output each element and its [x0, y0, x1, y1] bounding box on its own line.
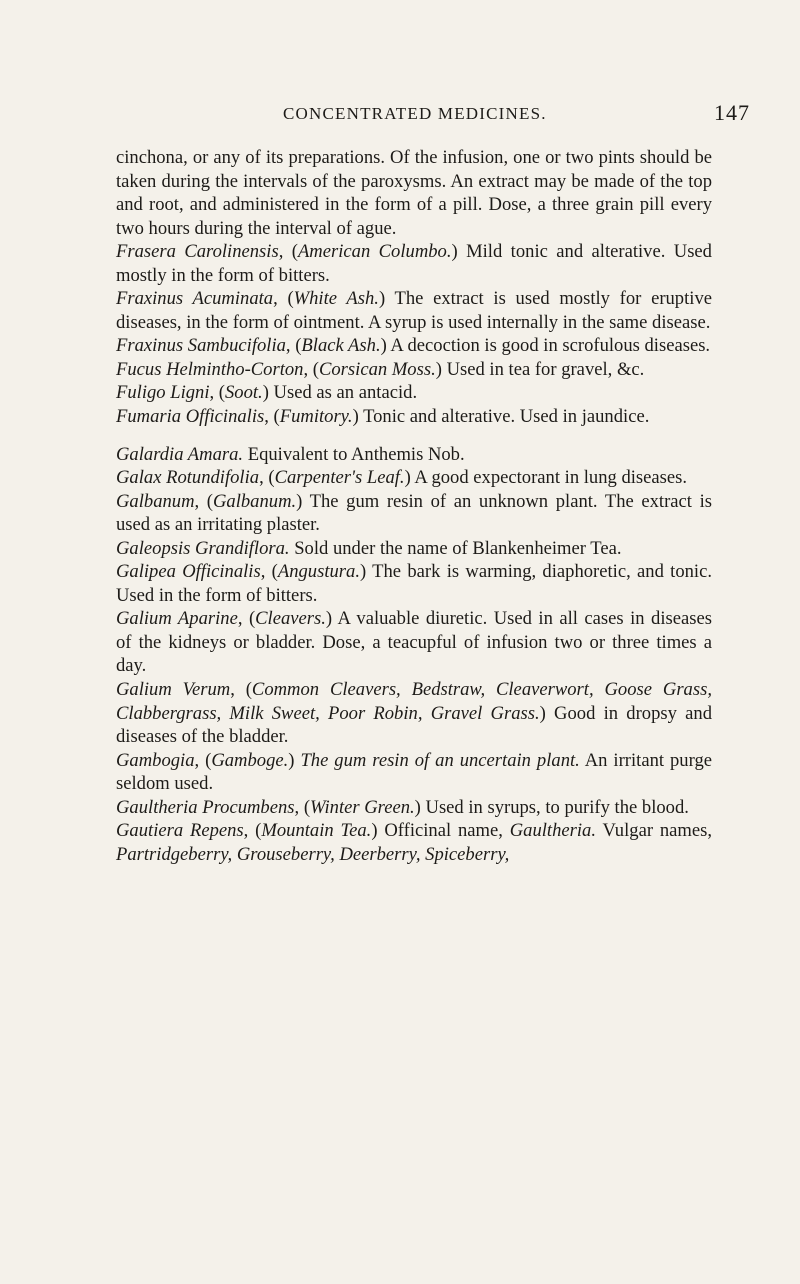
text-run: , (: [260, 561, 278, 583]
italic-text: Corsican Moss.: [318, 358, 436, 380]
text-run: , (: [264, 406, 280, 428]
text-run: ) The gum resin of an unknown plant. The extract is used as an irritating plaster.: [116, 490, 712, 536]
text-run: , (: [194, 490, 213, 512]
text-run: ) Used in tea for gravel, &c.: [435, 358, 645, 380]
text-run: , (: [273, 288, 294, 310]
italic-text: Gamboge.: [211, 749, 289, 771]
dictionary-entry: [116, 287, 712, 334]
dictionary-entry: [116, 381, 712, 405]
italic-text: Fucus Helmintho-Corton: [116, 358, 304, 380]
dictionary-entry: [116, 358, 712, 382]
text-run: Equivalent to Anthemis Nob.: [243, 443, 465, 465]
italic-text: Angustura.: [277, 561, 360, 583]
dictionary-entry: [116, 796, 712, 820]
italic-text: Frasera Carolinensis: [116, 241, 279, 263]
italic-text: Galax Rotundifolia: [116, 467, 260, 489]
text-run: Sold under the name of Blankenheimer Tea.: [289, 537, 622, 559]
page-number: 147: [714, 100, 750, 125]
running-title: CONCENTRATED MEDICINES.: [283, 104, 547, 123]
italic-text: Galium Aparine: [116, 608, 238, 630]
text-run: , (: [285, 335, 302, 357]
italic-text: Galardia Amara.: [116, 443, 244, 465]
body-text: [116, 146, 712, 866]
page-header: [0, 100, 800, 134]
text-run: ) The extract is used mostly for eruptive diseases, in the form of ointment. A syrup is used internally in the same disease.: [116, 288, 712, 333]
text-run: ) Good in dropsy and diseases of the bladder.: [116, 702, 712, 748]
italic-text: Gaultheria Procumbens: [116, 796, 295, 818]
dictionary-entry: [116, 678, 712, 749]
dictionary-entry: [116, 443, 712, 467]
italic-text: Galium Verum: [116, 679, 231, 701]
dictionary-entry: [116, 607, 712, 678]
dictionary-entry: [116, 819, 712, 866]
dictionary-entry: [116, 537, 712, 561]
text-run: , (: [243, 820, 262, 842]
text-run: ) Tonic and alterative. Used in jaundice.: [352, 406, 650, 428]
italic-text: Galeopsis Grandiflora.: [116, 537, 290, 559]
italic-text: Gautiera Repens: [116, 820, 244, 842]
text-run: , (: [303, 358, 319, 380]
text-run: ) A valuable diuretic. Used in all cases in diseases of the kidneys or bladder. Dose, a teacupful of infusion two or three times a day.: [116, 608, 712, 677]
italic-text: Galipea Officinalis: [116, 561, 261, 583]
text-run: , (: [209, 382, 225, 404]
italic-text: Carpenter's Leaf.: [274, 467, 405, 489]
section-gap: [116, 429, 712, 443]
italic-text: Gambogia: [116, 749, 195, 771]
text-run: ): [288, 749, 301, 771]
dictionary-entry: [116, 560, 712, 607]
italic-text: White Ash.: [293, 288, 379, 310]
text-run: ) The bark is warming, diaphoretic, and tonic. Used in the form of bitters.: [116, 561, 712, 606]
text-run: ) Officinal name,: [371, 820, 510, 842]
italic-text: Partridgeberry, Grouseberry, Deerberry, Spiceberry,: [116, 843, 510, 865]
italic-text: Common Cleavers, Bedstraw, Cleaverwort, Goose Grass, Clabbergrass, Milk Sweet, Poor Robin, Gravel Grass.: [116, 679, 712, 724]
italic-text: Fumaria Officinalis: [116, 406, 265, 428]
text-run: , (: [230, 679, 252, 701]
text-run: Vulgar names,: [596, 820, 712, 842]
text-run: ) A decoction is good in scrofulous diseases.: [380, 335, 711, 357]
text-run: cinchona, or any of its preparations. Of the infusion, one or two pints should be taken during the intervals of the paroxysms. An extract may be made of the top and root, and administered in the form of a pill. Dose, a three grain pill every two hours during the interval of ague.: [116, 147, 712, 239]
italic-text: Fraxinus Sambucifolia: [116, 335, 286, 357]
text-run: ) Mild tonic and alterative. Used mostly in the form of bitters.: [116, 241, 712, 286]
italic-text: Galbanum.: [212, 490, 297, 512]
text-run: , (: [278, 241, 298, 263]
italic-text: The gum resin of an uncertain plant.: [300, 749, 580, 771]
italic-text: Mountain Tea.: [261, 820, 372, 842]
dictionary-entry: [116, 334, 712, 358]
continued-paragraph: [116, 146, 712, 240]
dictionary-entry: [116, 405, 712, 429]
text-run: ) Used as an antacid.: [262, 382, 418, 404]
text-run: , (: [237, 608, 256, 630]
text-run: ) Used in syrups, to purify the blood.: [414, 796, 689, 818]
italic-text: Gaultheria.: [509, 820, 596, 842]
italic-text: Galbanum: [116, 490, 195, 512]
italic-text: Fraxinus Acuminata: [116, 288, 274, 310]
italic-text: Fuligo Ligni: [116, 382, 210, 404]
dictionary-entry: [116, 240, 712, 287]
text-run: An irritant purge seldom used.: [116, 749, 712, 795]
italic-text: American Columbo.: [297, 241, 452, 263]
italic-text: Black Ash.: [301, 335, 381, 357]
text-run: ) A good expectorant in lung diseases.: [404, 467, 688, 489]
italic-text: Cleavers.: [255, 608, 326, 630]
dictionary-entry: [116, 749, 712, 796]
text-run: , (: [259, 467, 275, 489]
text-run: , (: [294, 796, 311, 818]
dictionary-entry: [116, 466, 712, 490]
dictionary-entry: [116, 490, 712, 537]
italic-text: Winter Green.: [310, 796, 415, 818]
text-run: , (: [194, 749, 212, 771]
italic-text: Fumitory.: [279, 406, 353, 428]
italic-text: Soot.: [225, 382, 263, 404]
